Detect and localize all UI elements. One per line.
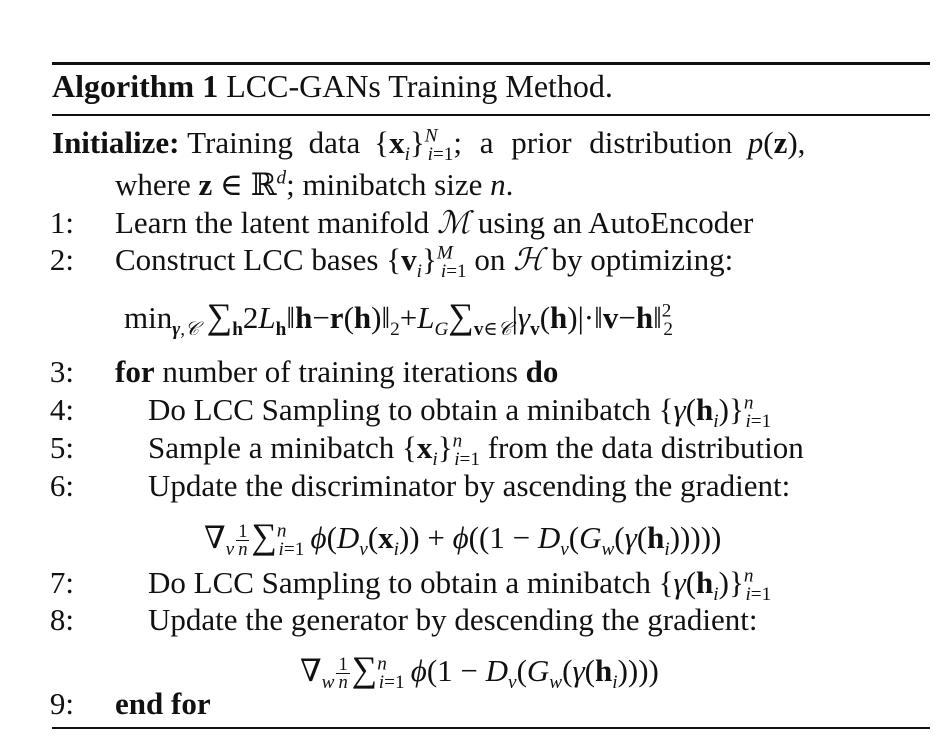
step-text: Sample a minibatch (148, 430, 395, 465)
step-text-3: by optimizing: (551, 242, 734, 277)
training-data-set: $\{x_i\}^N_{i=1}$ (367, 125, 454, 166)
initialize-text-d: ; minibatch size (286, 167, 483, 202)
step-text: Update the generator by descending the gradient: (148, 602, 758, 637)
initialize-text-a: Training data (187, 125, 361, 160)
step-number: 6: (49, 468, 74, 503)
step-text: Do LCC Sampling to obtain a minibatch (148, 392, 651, 427)
step-text-2: on (474, 242, 506, 277)
caption-rule (52, 114, 930, 116)
lcc-bases: $\{v_i\}^M_{i=1}$ (386, 242, 467, 283)
lcc-minibatch: $\{\gamma(h_i)\}^n_{i=1}$ (658, 392, 772, 433)
step-text: number of training iterations (162, 354, 518, 389)
initialize-keyword: Initialize: (52, 125, 180, 160)
step-text: Learn the latent manifold (115, 205, 430, 240)
manifold-symbol: ℳ (436, 205, 471, 241)
lcc-objective-equation: $\min_{\gamma,𝒞}$ $\sum_h2L_h‖h-r(h)‖_2+L_G\sum_{v\in 𝒞}|\gamma_v(h)|\cdot‖v-h‖^2_2$ (124, 296, 673, 341)
do-keyword: do (525, 354, 559, 389)
initialize-text-c: where (115, 167, 191, 202)
step-text-2: using an AutoEncoder (477, 205, 754, 240)
latent-space: z ∈ ℝ$^d$ (198, 167, 287, 202)
step-number: 5: (49, 430, 74, 465)
step-text: Do LCC Sampling to obtain a minibatch (148, 565, 651, 600)
for-keyword: for (115, 354, 155, 389)
initialize-line-2: where z ∈ ℝ$^d$; minibatch size n. (115, 167, 514, 202)
step-number: 1: (49, 205, 74, 240)
step-number: 9: (49, 686, 74, 721)
discriminator-gradient-equation: $\nabla_v$ $\frac{1}{n}$ ∑$^n_{i=1}$ $\phi(D_v(x_i)) + \phi((1 - D_v(G_w(\gamma(h_i)))))$ (204, 516, 722, 561)
algorithm-title: LCC-GANs Training Method. (226, 68, 613, 104)
initialize-line (52, 125, 930, 166)
data-minibatch: $\{x_i\}^n_{i=1}$ (401, 430, 480, 471)
step-number: 2: (49, 242, 74, 277)
initialize-text-b: ; a prior distribution (453, 125, 733, 160)
algorithm-caption (52, 68, 613, 104)
algorithm-label: Algorithm 1 (52, 68, 219, 104)
lcc-minibatch: $\{\gamma(h_i)\}^n_{i=1}$ (658, 565, 772, 606)
minibatch-size: n (490, 167, 506, 202)
step-text-2: from the data distribution (487, 430, 804, 465)
step-number: 8: (49, 602, 74, 637)
top-rule (52, 62, 930, 65)
prior-distribution: p(z), (747, 125, 806, 160)
bottom-rule (52, 727, 930, 729)
step-text: Construct LCC bases (115, 242, 379, 277)
generator-gradient-equation: $\nabla_w$ $\frac{1}{n}$ ∑$^n_{i=1}$ $\phi(1 - D_v(G_w(\gamma(h_i))))$ (300, 649, 659, 694)
step-text: Update the discriminator by ascending the gradient: (148, 468, 791, 503)
step-number: 4: (49, 392, 74, 427)
hidden-space-symbol: ℋ (513, 242, 544, 278)
end-for-keyword: end for (115, 686, 211, 721)
step-number: 7: (49, 565, 74, 600)
step-number: 3: (49, 354, 74, 389)
